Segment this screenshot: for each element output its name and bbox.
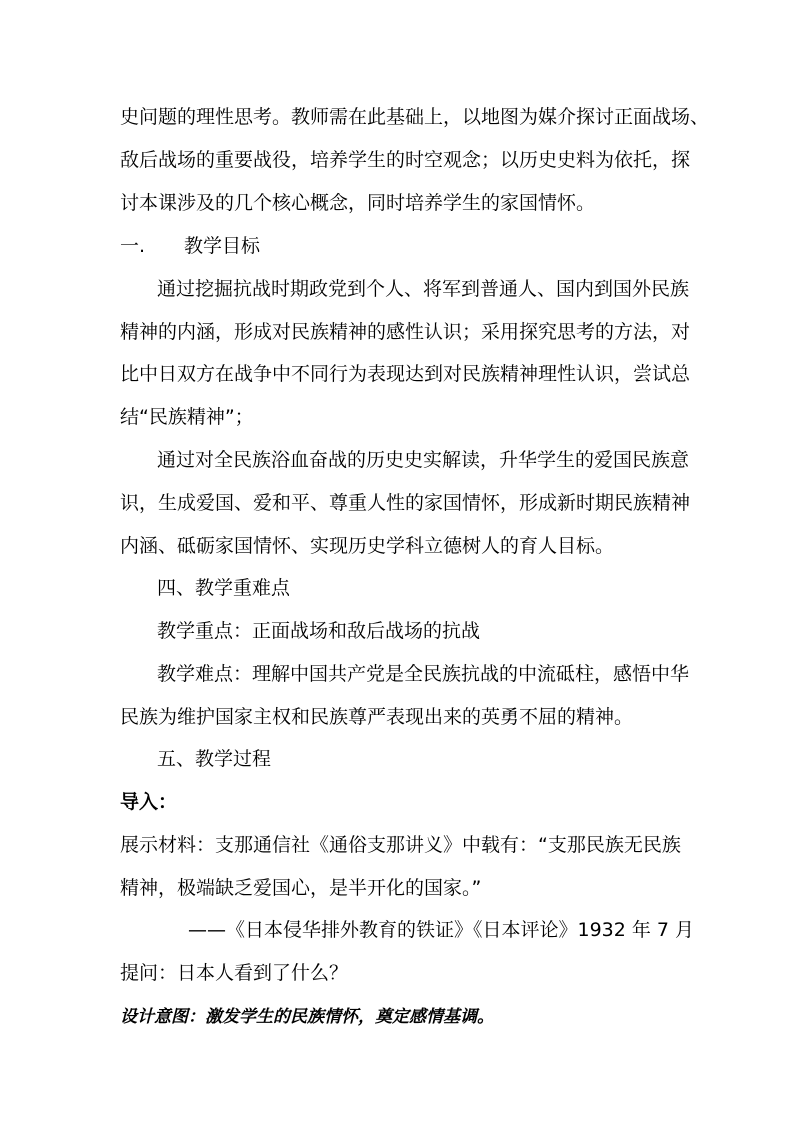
goals-p2-line-3: 内涵、砥砺家国情怀、实现历史学科立德树人的育人目标。 [120,535,615,557]
intro-line-3: 讨本课涉及的几个核心概念，同时培养学生的家国情怀。 [120,192,596,214]
question: 提问：日本人看到了什么？ [120,962,349,984]
intro-line-2: 敌后战场的重要战役，培养学生的时空观念；以历史史料为依托，探 [120,149,691,171]
material-source: ——《日本侵华排外教育的铁证》《日本评论》1932 年 7 月 [188,919,695,941]
difficult-point-line-2: 民族为维护国家主权和民族尊严表现出来的英勇不屈的精神。 [120,706,634,728]
difficult-point-line-1: 教学难点：理解中国共产党是全民族抗战的中流砥柱，感悟中华 [157,663,690,685]
material-line-1: 展示材料：支那通信社《通俗支那讲义》中载有：“支那民族无民族 [120,834,681,856]
goals-p1-line-1: 通过挖掘抗战时期政党到个人、将军到普通人、国内到国外民族 [157,278,690,300]
goals-p2-line-2: 识，生成爱国、爱和平、尊重人性的家国情怀，形成新时期民族精神 [120,492,691,514]
key-point: 教学重点：正面战场和敌后战场的抗战 [157,620,481,642]
goals-p1-line-2: 精神的内涵，形成对民族精神的感性认识；采用探究思考的方法，对 [120,321,691,343]
design-intent: 设计意图：激发学生的民族情怀，奠定感情基调。 [120,1007,494,1027]
goals-p1-line-3: 比中日双方在战争中不同行为表现达到对民族精神理性认识，尝试总 [120,363,691,385]
intro-heading: 导入： [120,791,178,813]
section-keypoints-heading: 四、教学重难点 [157,577,291,599]
section-goals-title: 教学目标 [184,235,261,257]
material-line-2: 精神，极端缺乏爱国心，是半开化的国家。” [120,877,482,899]
section-goals-number: 一. [120,235,146,257]
intro-line-1: 史问题的理性思考。教师需在此基础上，以地图为媒介探讨正面战场、 [120,106,710,128]
section-goals-heading [120,234,260,258]
section-process-heading: 五、教学过程 [157,748,272,770]
goals-p2-line-1: 通过对全民族浴血奋战的历史史实解读，升华学生的爱国民族意 [157,449,690,471]
goals-p1-line-4: 结“民族精神”； [120,406,254,428]
